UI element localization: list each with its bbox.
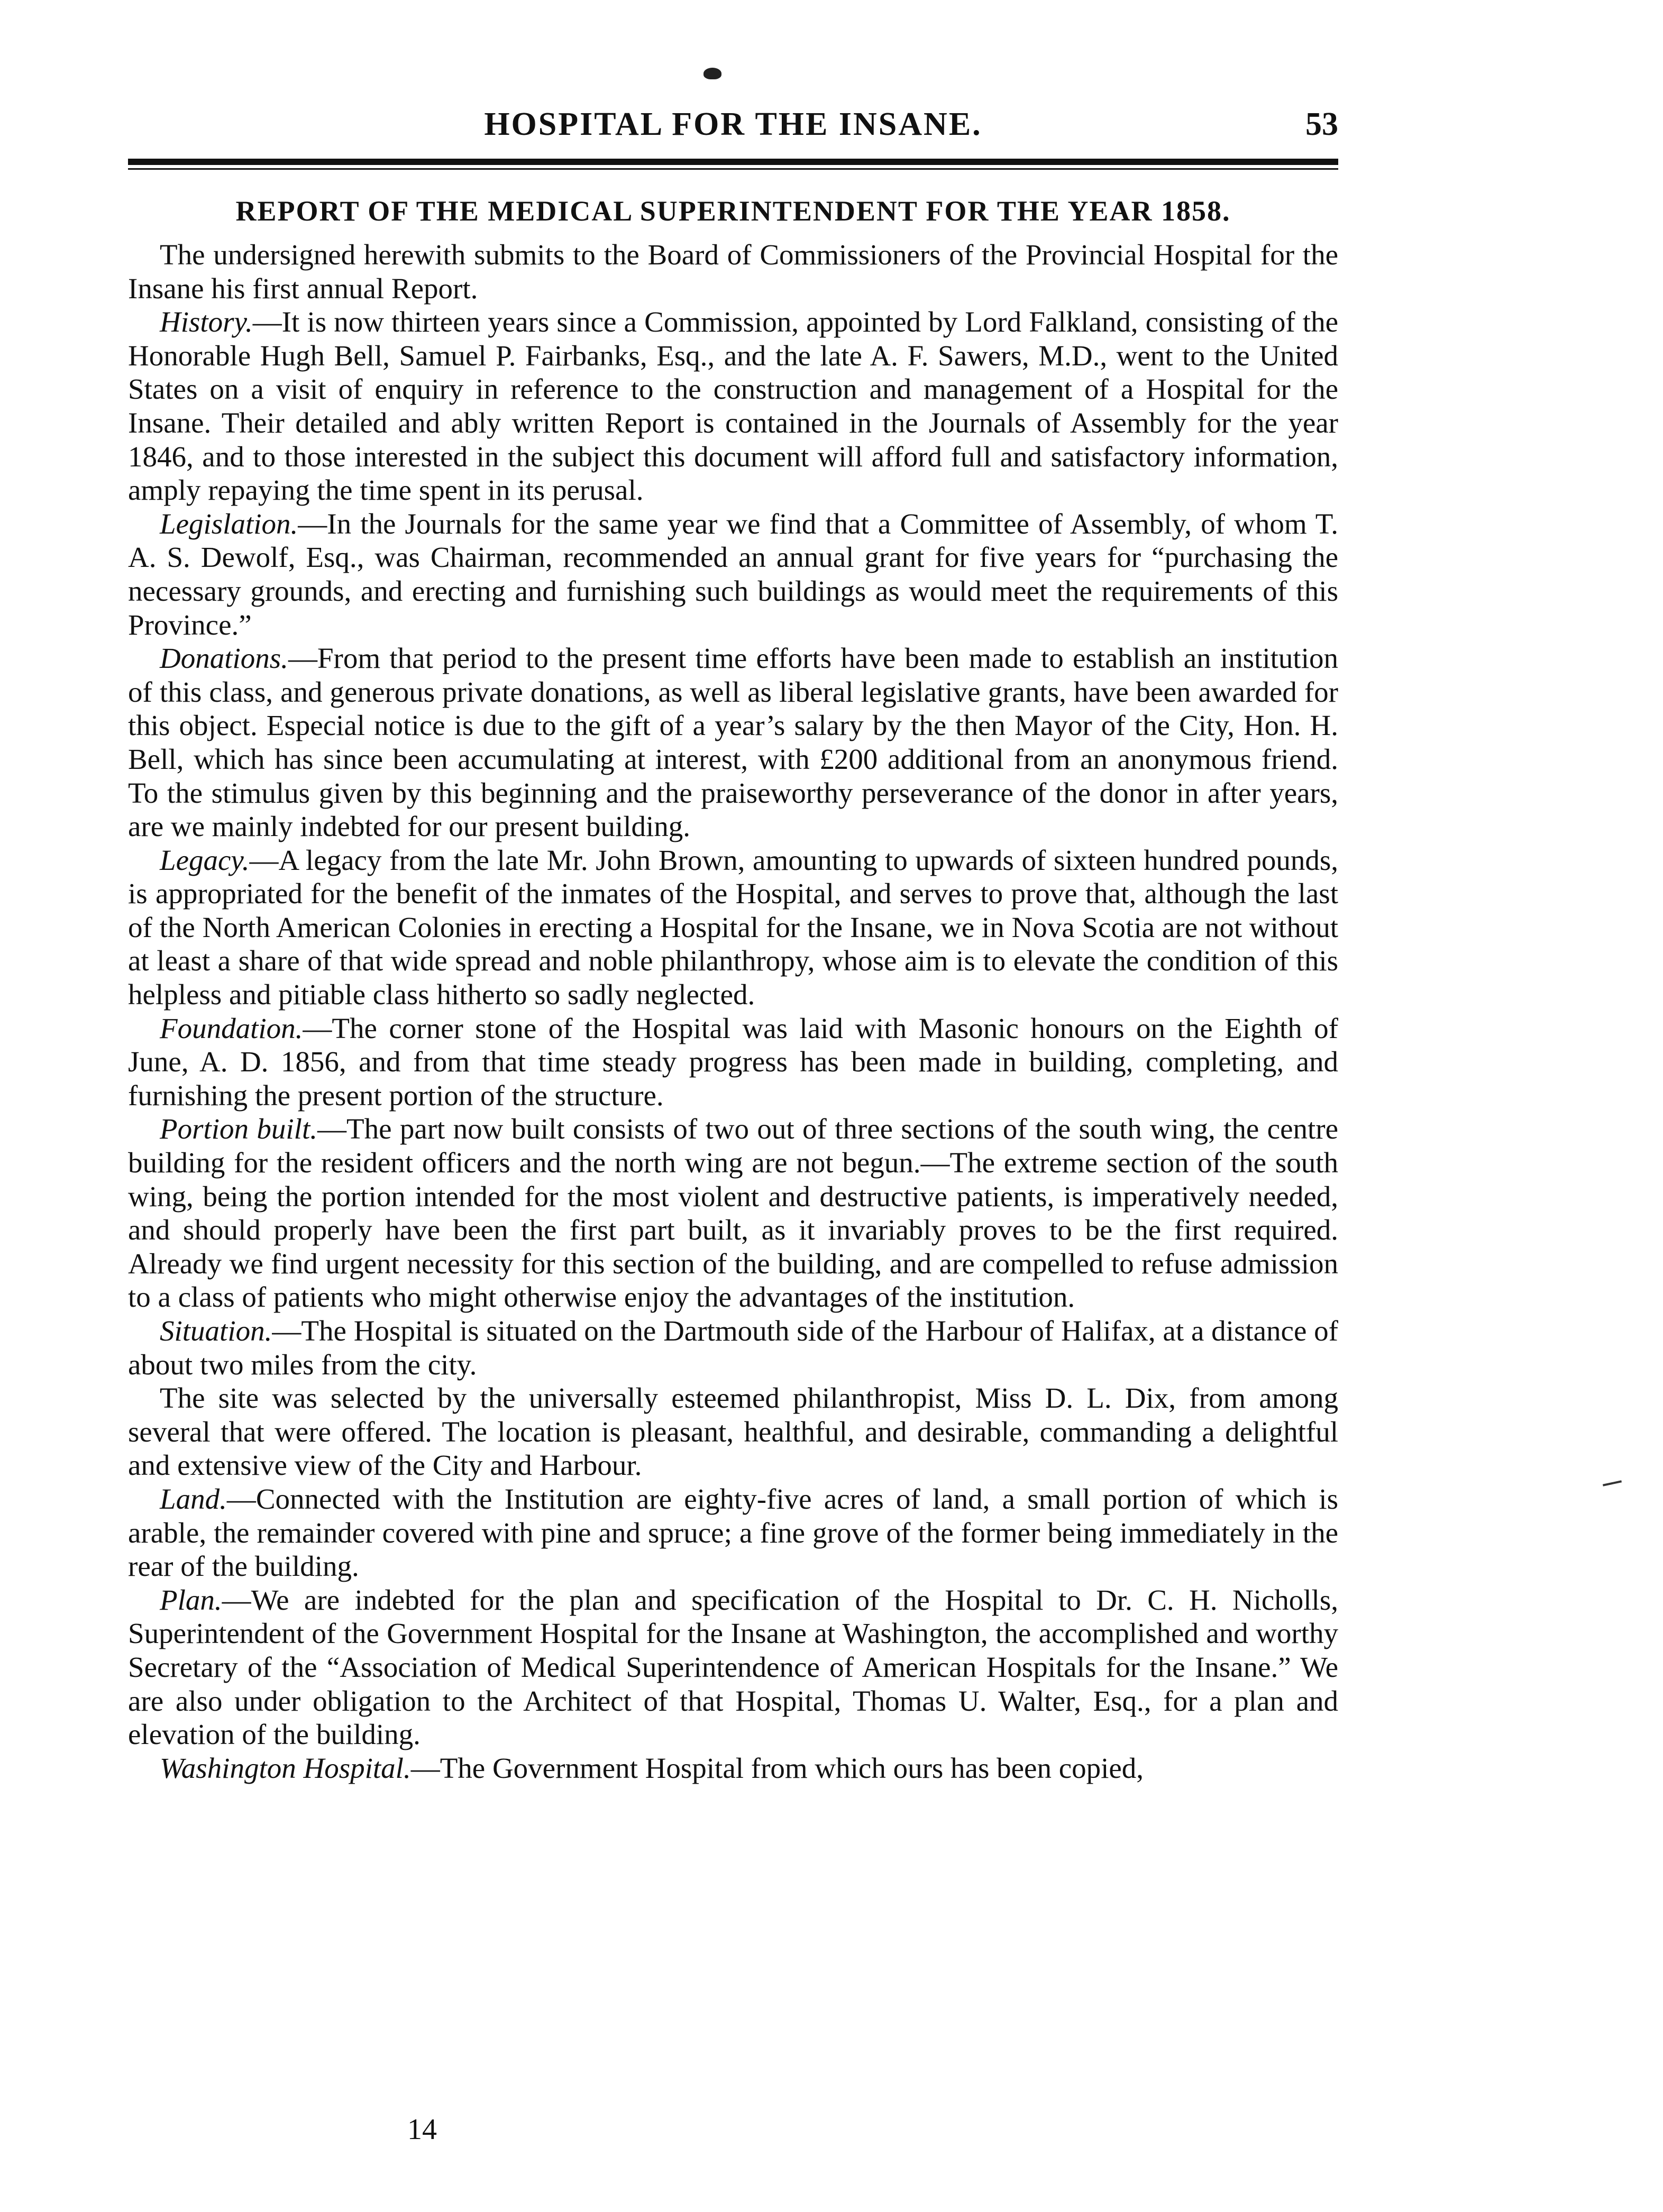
paragraph-lead: Washington Hospital.: [160, 1751, 411, 1784]
paragraph-text: —In the Journals for the same year we find that a Committee of Assembly, of whom T. A. S. Dewolf, Esq., was Chairman, recommended an annual grant for five years for “purchasing the necessary grounds, and erecting and furnishing such buildings as would meet the requirements of this Province.”: [128, 507, 1338, 641]
paragraph-lead: Plan.: [160, 1583, 222, 1616]
paragraph-lead: Situation.: [160, 1315, 272, 1347]
header-rule-thick: [128, 159, 1338, 165]
paragraph: [128, 507, 1338, 641]
body-text: [128, 238, 1338, 1785]
paragraph-text: —From that period to the present time efforts have been made to establish an institution of this class, and generous private donations, as well as liberal legislative grants, have been awarded for this object. Especial notice is due to the gift of a year’s salary by the then Mayor of the City, Hon. H. Bell, which has since been accumulating at interest, with £200 additional from an anonymous friend. To the stimulus given by this beginning and the praiseworthy perseverance of the donor in after years, are we mainly indebted for our present building.: [128, 642, 1338, 843]
paragraph: [128, 1381, 1338, 1482]
paragraph-lead: Donations.: [160, 642, 288, 675]
paragraph-text: —The part now built consists of two out of three sections of the south wing, the centre building for the resident officers and the north wing are not begun.—The extreme section of the south wing, being the portion intended for the most violent and destructive patients, is imperatively needed, and should properly have been the first part built, as it invariably proves to be the first required. Already we find urgent necessity for this section of the building, and are compelled to refuse admission to a class of patients who might otherwise enjoy the advantages of the institution.: [128, 1113, 1338, 1314]
paragraph-lead: History.: [160, 306, 253, 338]
paragraph: [128, 1482, 1338, 1583]
paragraph: [128, 641, 1338, 843]
paragraph-text: —It is now thirteen years since a Commission, appointed by Lord Falkland, consisting of the Honorable Hugh Bell, Samuel P. Fairbanks, Esq., and the late A. F. Sawers, M.D., went to the United States on a visit of enquiry in reference to the construction and management of a Hospital for the Insane. Their detailed and ably written Report is contained in the Journals of Assembly for the year 1846, and to those interested in the subject this document will afford full and satisfactory information, amply repaying the time spent in its perusal.: [128, 306, 1338, 507]
signature-mark: 14: [407, 2113, 437, 2146]
paragraph-text: The site was selected by the universally esteemed philanthropist, Miss D. L. Dix, from among several that were offered. The location is pleasant, healthful, and desirable, commanding a delightful and extensive view of the City and Harbour.: [128, 1382, 1338, 1482]
paragraph-text: —We are indebted for the plan and specification of the Hospital to Dr. C. H. Nicholls, Superintendent of the Government Hospital for the Insane at Washington, the accomplished and worthy Secretary of the “Association of Medical Superintendence of American Hospitals for the Insane.” We are also under obligation to the Architect of that Hospital, Thomas U. Walter, Esq., for a plan and elevation of the building.: [128, 1583, 1338, 1751]
paragraph: [128, 843, 1338, 1012]
margin-mark: [1603, 1480, 1622, 1486]
running-title: HOSPITAL FOR THE INSANE.: [484, 106, 982, 142]
paragraph-text: —The corner stone of the Hospital was laid with Masonic honours on the Eighth of June, A. D. 1856, and from that time steady progress has been made in building, completing, and furnishing the present portion of the structure.: [128, 1012, 1338, 1112]
page-header: [128, 100, 1338, 159]
ink-blot: [703, 68, 721, 79]
page-number: 53: [1305, 106, 1338, 142]
paragraph: [128, 1751, 1338, 1785]
paragraph: [128, 305, 1338, 507]
report-title: REPORT OF THE MEDICAL SUPERINTENDENT FOR THE YEAR 1858.: [235, 195, 1231, 227]
paragraph: [128, 1314, 1338, 1381]
paragraph-text: —The Government Hospital from which ours has been copied,: [410, 1751, 1144, 1784]
paragraph-lead: Foundation.: [160, 1012, 303, 1044]
paragraph-text: —Connected with the Institution are eighty-five acres of land, a small portion of which is arable, the remainder covered with pine and spruce; a fine grove of the former being immediately in the rear of the building.: [128, 1482, 1338, 1583]
paragraph: [128, 1583, 1338, 1751]
paragraph: [128, 238, 1338, 305]
paragraph-text: The undersigned herewith submits to the Board of Commissioners of the Provincial Hospital for the Insane his first annual Report.: [128, 238, 1338, 305]
paragraph-text: —A legacy from the late Mr. John Brown, amounting to upwards of sixteen hundred pounds, is appropriated for the benefit of the inmates of the Hospital, and serves to prove that, although the last of the North American Colonies in erecting a Hospital for the Insane, we in Nova Scotia are not without at least a share of that wide spread and noble philanthropy, whose aim is to elevate the condition of this helpless and pitiable class hitherto so sadly neglected.: [128, 843, 1338, 1011]
paragraph-lead: Land.: [160, 1482, 227, 1515]
paragraph-lead: Portion built.: [160, 1113, 317, 1145]
paragraph: [128, 1112, 1338, 1314]
header-rule-thin: [128, 168, 1338, 170]
paragraph-lead: Legacy.: [160, 843, 250, 876]
paragraph-lead: Legislation.: [160, 507, 298, 540]
paragraph: [128, 1012, 1338, 1113]
paragraph-text: —The Hospital is situated on the Dartmouth side of the Harbour of Halifax, at a distance of about two miles from the city.: [128, 1315, 1338, 1381]
